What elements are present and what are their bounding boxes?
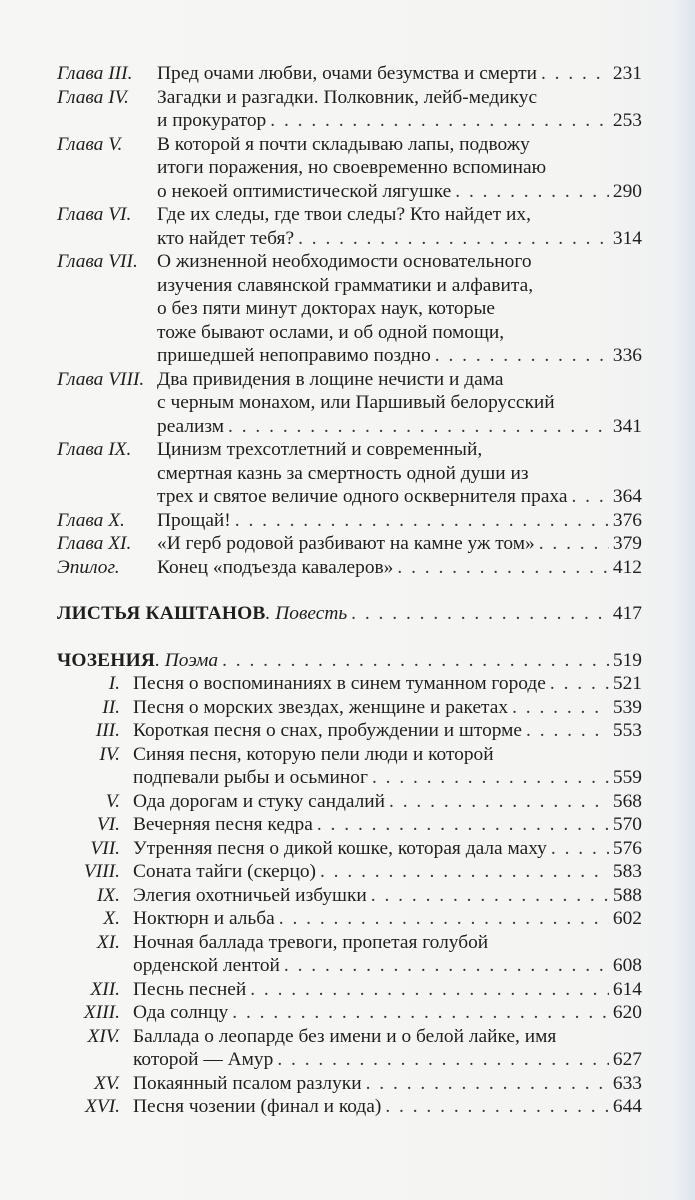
entry-line <box>157 109 642 133</box>
dot-leader <box>277 1048 609 1072</box>
entry-text <box>133 978 642 1002</box>
entry-line-text: итоги поражения, но своевременно вспоминаю <box>157 157 547 178</box>
entry-line <box>133 931 642 955</box>
entry-label: V. <box>105 790 120 812</box>
entry-line-text: Конец «подъезда кавалеров» <box>157 556 394 578</box>
dot-leader <box>389 790 609 814</box>
dot-leader <box>435 344 609 368</box>
entry-line <box>133 1025 642 1049</box>
entry-label: XIII. <box>83 1002 120 1023</box>
entry-line <box>133 1048 642 1072</box>
entry-line-text: изучения славянской грамматики и алфавита, <box>157 274 534 296</box>
page-number: 568 <box>612 790 642 812</box>
entry-label: VI. <box>96 814 120 835</box>
entry-text <box>157 250 642 368</box>
entry-text <box>133 860 642 884</box>
entry-line <box>133 790 642 814</box>
entry-line <box>157 485 642 509</box>
entry-line-text: и прокуратор <box>157 110 267 131</box>
entry-label: XVI. <box>85 1096 120 1117</box>
page-number: 588 <box>612 884 642 906</box>
page-number: 633 <box>612 1072 642 1094</box>
entry-label: Глава VI. <box>57 204 132 225</box>
poem-entry <box>57 1001 642 1025</box>
chapter-entry <box>57 438 642 509</box>
entry-line <box>133 860 642 884</box>
entry-text <box>133 1001 642 1025</box>
entry-line-text: «И герб родовой разбивают на камне уж том» <box>157 533 535 554</box>
page-number: 364 <box>612 486 642 507</box>
entry-text <box>133 790 642 814</box>
entry-line-text: Соната тайги (скерцо) <box>133 861 316 882</box>
entry-line <box>157 321 642 345</box>
entry-line <box>133 1001 642 1025</box>
page-number: 644 <box>612 1096 642 1117</box>
entry-line <box>157 297 642 321</box>
page-number: 608 <box>612 955 642 976</box>
poem-entry <box>57 672 642 696</box>
entry-line <box>157 133 642 157</box>
page-number: 379 <box>612 533 642 554</box>
entry-line-text: Синяя песня, которую пели люди и которой <box>133 743 494 765</box>
entry-line-text: Пред очами любви, очами безумства и смерти <box>157 63 537 84</box>
table-of-contents <box>57 62 642 1119</box>
page-number: 583 <box>612 861 642 882</box>
poem-list <box>57 672 642 1119</box>
entry-label: Эпилог. <box>57 556 120 578</box>
section-subtitle: . Поэма <box>155 649 219 671</box>
entry-line <box>133 954 642 978</box>
entry-line-text: о некоей оптимистической лягушке <box>157 180 452 202</box>
entry-text <box>133 1095 642 1119</box>
entry-line-text: Песня о морских звездах, женщине и ракетах <box>133 696 509 718</box>
entry-line-text: орденской лентой <box>133 955 280 976</box>
entry-line <box>157 227 642 251</box>
entry-line-text: Вечерняя песня кедра <box>133 814 313 835</box>
dot-leader <box>317 813 609 837</box>
entry-text <box>133 813 642 837</box>
dot-leader <box>526 719 609 743</box>
dot-leader <box>279 907 609 931</box>
entry-line <box>157 86 642 110</box>
entry-text <box>157 532 642 556</box>
section-chestnut-leaves <box>57 602 642 626</box>
entry-line-text: пришедшей непоправимо поздно <box>157 345 431 366</box>
poem-entry <box>57 743 642 790</box>
entry-text <box>133 672 642 696</box>
entry-line-text: Прощай! <box>157 509 231 531</box>
entry-line <box>133 766 642 790</box>
poem-entry <box>57 860 642 884</box>
entry-text <box>133 743 642 790</box>
entry-text <box>133 719 642 743</box>
entry-line-text: которой — Амур <box>133 1049 274 1070</box>
entry-line-text: Ода дорогам и стуку сандалий <box>133 790 386 812</box>
entry-text <box>157 203 642 250</box>
entry-text <box>133 1025 642 1072</box>
poem-entry <box>57 790 642 814</box>
entry-line <box>157 462 642 486</box>
entry-line-text: Ода солнцу <box>133 1002 229 1023</box>
entry-text <box>133 1072 642 1096</box>
entry-line <box>157 438 642 462</box>
entry-label: Глава XI. <box>57 533 132 554</box>
entry-line-text: подпевали рыбы и осьминог <box>133 767 368 788</box>
entry-label: III. <box>95 720 120 741</box>
entry-line <box>133 719 642 743</box>
dot-leader <box>222 649 609 673</box>
page-number: 576 <box>612 837 642 859</box>
entry-line <box>133 907 642 931</box>
chapter-entry <box>57 86 642 133</box>
page-number: 412 <box>612 556 642 578</box>
entry-label: Глава IV. <box>57 86 129 108</box>
page-number: 627 <box>612 1049 642 1070</box>
entry-line <box>133 743 642 767</box>
dot-leader <box>284 954 609 978</box>
entry-line-text: О жизненной необходимости основательного <box>157 251 532 272</box>
entry-line <box>133 1072 642 1096</box>
page-number: 519 <box>612 649 642 671</box>
entry-label: IX. <box>96 884 120 906</box>
entry-label: I. <box>108 673 120 694</box>
entry-label: IV. <box>99 743 120 765</box>
poem-entry <box>57 907 642 931</box>
entry-line <box>157 556 642 580</box>
entry-text <box>133 696 642 720</box>
entry-line-text: кто найдет тебя? <box>157 227 295 249</box>
chapter-entry <box>57 250 642 368</box>
dot-leader <box>541 62 609 86</box>
entry-label: Глава IX. <box>57 439 132 460</box>
entry-text <box>133 837 642 861</box>
entry-text <box>157 438 642 509</box>
chapter-entry <box>57 556 642 580</box>
chapter-entry <box>57 368 642 439</box>
entry-label: X. <box>103 908 120 929</box>
dot-leader <box>385 1095 609 1119</box>
chapter-list <box>57 62 642 579</box>
entry-line <box>133 1095 642 1119</box>
entry-text <box>157 556 642 580</box>
entry-line-text: Покаянный псалом разлуки <box>133 1072 362 1094</box>
entry-label: VIII. <box>83 861 120 882</box>
entry-label: II. <box>102 696 120 718</box>
entry-line-text: Песнь песней <box>133 978 247 1000</box>
poem-entry <box>57 931 642 978</box>
entry-line <box>133 696 642 720</box>
entry-text <box>157 86 642 133</box>
chapter-entry <box>57 133 642 204</box>
page-number: 341 <box>612 415 642 437</box>
poem-entry <box>57 696 642 720</box>
entry-line <box>157 156 642 180</box>
entry-line-text: Загадки и разгадки. Полковник, лейб-медикус <box>157 86 538 108</box>
chapter-entry <box>57 509 642 533</box>
entry-label: XII. <box>90 978 120 1000</box>
page-number: 253 <box>612 110 642 131</box>
page-number: 570 <box>612 814 642 835</box>
entry-line <box>157 391 642 415</box>
entry-line <box>157 415 642 439</box>
dot-leader <box>455 180 609 204</box>
entry-line-text: В которой я почти складываю лапы, подвожу <box>157 133 530 155</box>
dot-leader <box>366 1072 609 1096</box>
page-number: 336 <box>612 345 642 366</box>
entry-line-text: реализм <box>157 415 225 437</box>
dot-leader <box>320 860 609 884</box>
entry-line <box>133 884 642 908</box>
entry-label: XV. <box>93 1072 120 1094</box>
section-subtitle: . Повесть <box>265 603 348 624</box>
page-number: 231 <box>612 63 642 84</box>
entry-line-text: Песня чозении (финал и кода) <box>133 1096 382 1117</box>
entry-line-text: Баллада о леопарде без имени и о белой лайке, имя <box>133 1025 557 1047</box>
entry-line <box>133 813 642 837</box>
entry-label: Глава V. <box>57 133 123 155</box>
entry-line <box>157 509 642 533</box>
entry-line <box>157 368 642 392</box>
poem-entry <box>57 1025 642 1072</box>
page-number: 417 <box>612 603 642 624</box>
entry-label: Глава X. <box>57 509 125 531</box>
entry-text <box>157 509 642 533</box>
entry-label: XIV. <box>87 1025 120 1047</box>
page-number: 553 <box>612 720 642 741</box>
dot-leader <box>228 415 609 439</box>
page-number: 602 <box>612 908 642 929</box>
section-title: ЧОЗЕНИЯ <box>57 649 156 671</box>
entry-text <box>157 133 642 204</box>
chapter-entry <box>57 532 642 556</box>
chapter-entry <box>57 203 642 250</box>
entry-line-text: Короткая песня о снах, пробуждении и шторме <box>133 720 523 741</box>
entry-line <box>133 978 642 1002</box>
section-chozenia <box>57 649 642 1119</box>
dot-leader <box>397 556 609 580</box>
poem-entry <box>57 837 642 861</box>
entry-line <box>157 532 642 556</box>
entry-line <box>157 274 642 298</box>
dot-leader <box>571 485 608 509</box>
entry-label: XI. <box>96 931 120 953</box>
entry-line <box>133 672 642 696</box>
entry-line <box>157 344 642 368</box>
dot-leader <box>250 978 609 1002</box>
entry-line <box>157 203 642 227</box>
entry-line-text: Цинизм трехсотлетний и современный, <box>157 439 483 460</box>
dot-leader <box>298 227 609 251</box>
entry-text <box>157 62 642 86</box>
entry-line-text: смертная казнь за смертность одной души из <box>157 462 529 484</box>
dot-leader <box>235 509 609 533</box>
dot-leader <box>551 837 609 861</box>
page-number: 521 <box>612 673 642 694</box>
entry-line-text: Утренняя песня о дикой кошке, которая дала маху <box>133 837 547 859</box>
page-edge-shadow <box>673 0 695 1200</box>
section-title: ЛИСТЬЯ КАШТАНОВ <box>57 603 266 624</box>
entry-line-text: Где их следы, где твои следы? Кто найдет их, <box>157 204 531 225</box>
dot-leader <box>512 696 609 720</box>
entry-line <box>157 250 642 274</box>
page-number: 376 <box>612 509 642 531</box>
dot-leader <box>371 884 609 908</box>
poem-entry <box>57 978 642 1002</box>
page-number: 559 <box>612 767 642 788</box>
entry-line <box>157 62 642 86</box>
page-number: 539 <box>612 696 642 718</box>
entry-line-text: Два привидения в лощине нечисти и дама <box>157 368 504 390</box>
entry-text <box>133 907 642 931</box>
poem-entry <box>57 719 642 743</box>
dot-leader <box>372 766 609 790</box>
entry-line-text: тоже бывают ослами, и об одной помощи, <box>157 321 505 343</box>
entry-text <box>157 368 642 439</box>
poem-entry <box>57 813 642 837</box>
entry-line-text: Элегия охотничьей избушки <box>133 884 367 906</box>
dot-leader <box>232 1001 609 1025</box>
entry-line <box>133 837 642 861</box>
dot-leader <box>270 109 609 133</box>
entry-line-text: с черным монахом, или Паршивый белорусский <box>157 392 555 413</box>
page-number: 620 <box>612 1002 642 1023</box>
entry-label: Глава VIII. <box>57 368 145 390</box>
poem-entry <box>57 884 642 908</box>
entry-label: VII. <box>90 837 120 859</box>
poem-entry <box>57 1072 642 1096</box>
entry-label: Глава VII. <box>57 251 138 272</box>
entry-line-text: о без пяти минут докторах наук, которые <box>157 298 495 319</box>
chapter-entry <box>57 62 642 86</box>
page-number: 314 <box>612 227 642 249</box>
entry-text <box>133 884 642 908</box>
dot-leader <box>539 532 609 556</box>
entry-line-text: Песня о воспоминаниях в синем туманном городе <box>133 673 546 694</box>
dot-leader <box>550 672 609 696</box>
entry-line-text: Ночная баллада тревоги, пропетая голубой <box>133 931 489 953</box>
page-number: 614 <box>612 978 642 1000</box>
dot-leader <box>351 602 609 626</box>
entry-text <box>133 931 642 978</box>
page-number: 290 <box>612 180 642 202</box>
poem-entry <box>57 1095 642 1119</box>
entry-line <box>157 180 642 204</box>
entry-line-text: Ноктюрн и альба <box>133 908 275 929</box>
entry-label: Глава III. <box>57 63 133 84</box>
entry-line-text: трех и святое величие одного осквернителя праха <box>157 486 568 507</box>
